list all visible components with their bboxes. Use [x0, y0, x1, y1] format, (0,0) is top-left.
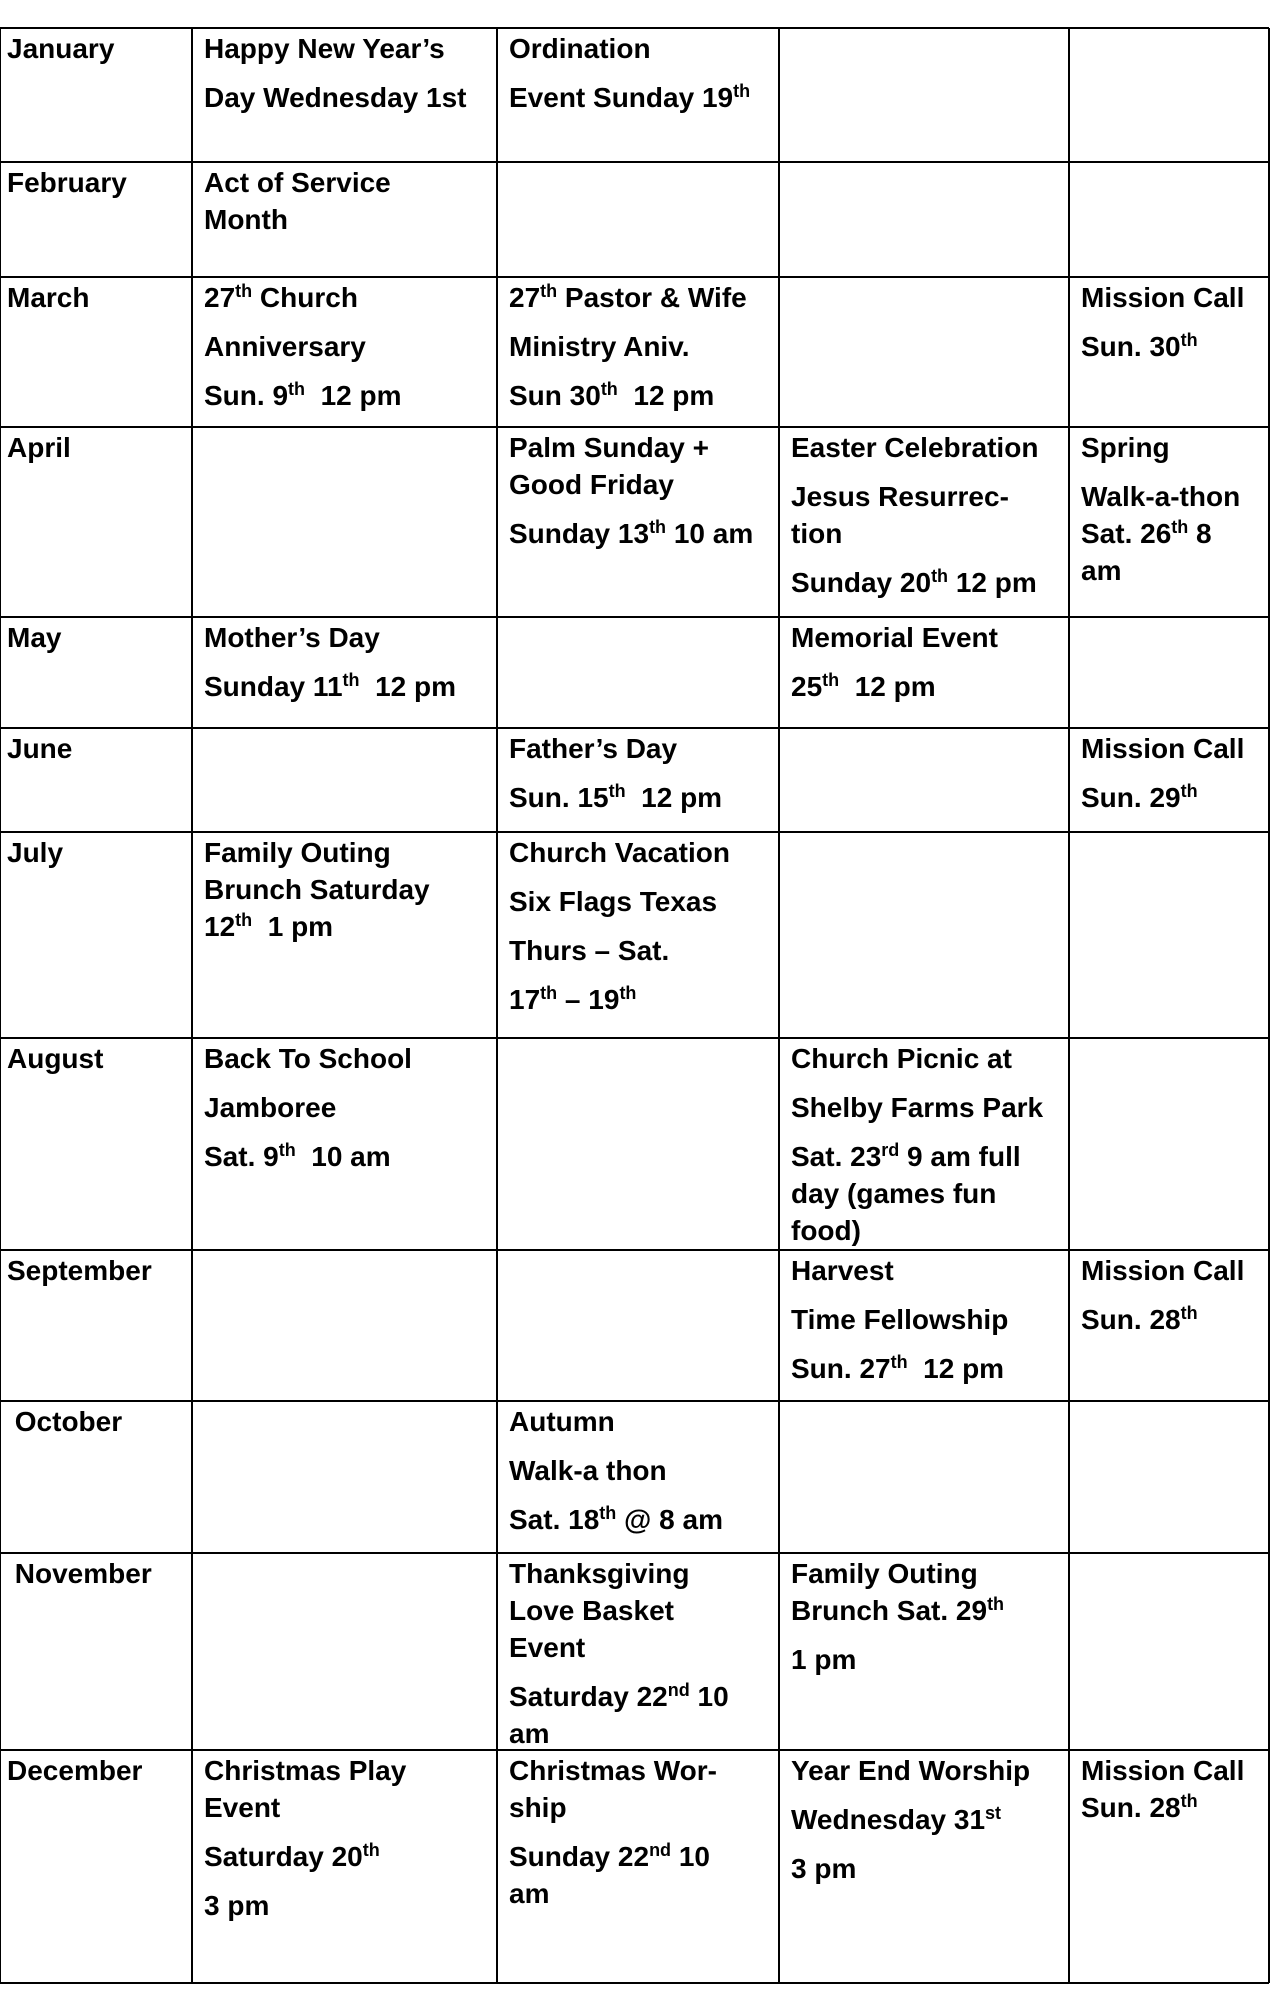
event-text: 3 pm — [204, 1890, 270, 1921]
event-cell — [204, 1553, 497, 1750]
event-line — [791, 1138, 1069, 1175]
event-cell — [204, 1250, 497, 1401]
event-text: Mother’s Day — [204, 622, 380, 653]
event-text: Event Sunday 19 — [509, 82, 734, 113]
event-line — [204, 377, 497, 414]
ordinal-suffix: th — [599, 1503, 617, 1523]
event-text: Brunch Sat. 29 — [791, 1595, 988, 1626]
event-cell — [791, 1750, 1069, 1983]
event-cell — [509, 1750, 779, 1983]
ordinal-suffix: th — [822, 670, 840, 690]
ordinal-suffix: th — [342, 670, 360, 690]
ordinal-suffix: th — [890, 1352, 908, 1372]
month-label: September — [7, 1255, 152, 1286]
event-text: Day Wednesday 1st — [204, 82, 467, 113]
event-text: Sun. 27 — [791, 1353, 891, 1384]
event-text: Mission Call — [1081, 1255, 1245, 1286]
event-text: 8 — [1188, 518, 1212, 549]
month-cell — [0, 277, 192, 427]
event-text: 12 pm — [948, 567, 1037, 598]
month-label: November — [7, 1558, 152, 1589]
event-text: tion — [791, 518, 843, 549]
event-text: 12 — [204, 911, 236, 942]
ordinal-suffix: th — [608, 781, 626, 801]
event-cell — [509, 162, 779, 277]
event-text: Sunday 13 — [509, 518, 650, 549]
event-text: Sun. 29 — [1081, 782, 1181, 813]
event-text: Thurs – Sat. — [509, 935, 670, 966]
event-text: 9 am full — [899, 1141, 1021, 1172]
event-line — [1081, 429, 1269, 466]
event-text: Sat. 26 — [1081, 518, 1172, 549]
event-cell — [791, 1401, 1069, 1553]
event-line — [1081, 515, 1269, 552]
event-text: Sun. 9 — [204, 380, 289, 411]
event-text: 17 — [509, 984, 541, 1015]
event-cell — [204, 1750, 497, 1983]
event-line — [509, 1592, 779, 1629]
event-text: – 19 — [557, 984, 620, 1015]
event-cell — [1081, 28, 1269, 162]
event-line — [791, 1089, 1069, 1126]
event-line — [791, 1801, 1069, 1838]
event-cell — [791, 28, 1069, 162]
event-text: Church — [252, 282, 358, 313]
event-line — [1081, 328, 1269, 365]
event-line — [509, 466, 779, 503]
event-text: Sat. 9 — [204, 1141, 279, 1172]
event-line — [791, 1212, 1069, 1249]
event-line — [204, 1040, 497, 1077]
event-cell — [791, 162, 1069, 277]
ordinal-suffix: th — [733, 81, 751, 101]
ordinal-suffix: th — [1180, 781, 1198, 801]
event-text: 10 — [689, 1681, 729, 1712]
event-line — [204, 1089, 497, 1126]
ordinal-suffix: th — [619, 983, 637, 1003]
month-label: February — [7, 167, 127, 198]
month-cell — [0, 728, 192, 832]
month-label: May — [7, 622, 62, 653]
month-cell — [0, 832, 192, 1038]
event-text: Sunday 22 — [509, 1841, 650, 1872]
ordinal-suffix: th — [931, 566, 949, 586]
ordinal-suffix: th — [362, 1840, 380, 1860]
month-cell — [0, 617, 192, 728]
event-cell — [509, 427, 779, 617]
event-text: Spring — [1081, 432, 1170, 463]
event-cell — [509, 1553, 779, 1750]
event-line — [509, 1629, 779, 1666]
event-cell — [1081, 617, 1269, 728]
event-text: am — [509, 1718, 550, 1749]
ordinal-suffix: th — [540, 983, 558, 1003]
event-text: Back To School — [204, 1043, 412, 1074]
event-cell — [1081, 1038, 1269, 1250]
event-line — [204, 1138, 497, 1175]
event-text: food) — [791, 1215, 861, 1246]
event-line — [509, 429, 779, 466]
event-text: Christmas Play — [204, 1755, 407, 1786]
event-line — [509, 1403, 779, 1440]
event-line — [509, 377, 779, 414]
event-text: @ 8 am — [616, 1504, 723, 1535]
event-cell — [204, 162, 497, 277]
event-text: Sun 30 — [509, 380, 601, 411]
event-cell — [204, 617, 497, 728]
ordinal-suffix: rd — [881, 1140, 900, 1160]
event-cell — [204, 832, 497, 1038]
event-line — [791, 1350, 1069, 1387]
ordinal-suffix: th — [1180, 330, 1198, 350]
event-text: 10 am — [666, 518, 754, 549]
event-text: Harvest — [791, 1255, 894, 1286]
event-cell — [791, 832, 1069, 1038]
event-line — [1081, 279, 1269, 316]
event-line — [791, 515, 1069, 552]
event-text: Six Flags Texas — [509, 886, 718, 917]
event-line — [509, 834, 779, 871]
event-cell — [791, 1250, 1069, 1401]
event-line — [509, 30, 779, 67]
month-label: April — [7, 432, 71, 463]
event-text: 10 am — [295, 1141, 391, 1172]
event-line — [204, 1752, 497, 1789]
event-text: Family Outing — [204, 837, 391, 868]
event-line — [509, 79, 779, 116]
event-line — [509, 1875, 779, 1912]
event-line — [204, 1887, 497, 1924]
ordinal-suffix: th — [600, 379, 618, 399]
event-text: ship — [509, 1792, 567, 1823]
event-text: 10 — [671, 1841, 710, 1872]
ordinal-suffix: th — [235, 281, 253, 301]
event-text: Love Basket — [509, 1595, 674, 1626]
event-text: Event — [204, 1792, 281, 1823]
event-cell — [1081, 1401, 1269, 1553]
event-text: am — [509, 1878, 550, 1909]
event-text: am — [1081, 555, 1122, 586]
month-label: August — [7, 1043, 104, 1074]
month-label: January — [7, 33, 115, 64]
event-text: 27 — [509, 282, 541, 313]
event-line — [1081, 779, 1269, 816]
event-text: 25 — [791, 671, 823, 702]
event-text: Ordination — [509, 33, 651, 64]
event-line — [791, 1040, 1069, 1077]
event-line — [204, 328, 497, 365]
event-text: Event — [509, 1632, 586, 1663]
event-line — [791, 1752, 1069, 1789]
event-line — [509, 1452, 779, 1489]
event-line — [1081, 552, 1269, 589]
event-line — [791, 1555, 1069, 1592]
event-text: Walk-a thon — [509, 1455, 667, 1486]
month-cell — [0, 427, 192, 617]
event-line — [791, 1175, 1069, 1212]
event-text: Walk-a-thon — [1081, 481, 1241, 512]
event-text: Year End Worship — [791, 1755, 1031, 1786]
event-line — [204, 871, 497, 908]
event-line — [509, 779, 779, 816]
event-text: Easter Celebration — [791, 432, 1039, 463]
event-text: Sat. 18 — [509, 1504, 600, 1535]
event-cell — [1081, 162, 1269, 277]
event-line — [791, 478, 1069, 515]
ordinal-suffix: th — [278, 1140, 296, 1160]
event-text: Sat. 23 — [791, 1141, 882, 1172]
event-line — [509, 279, 779, 316]
ordinal-suffix: th — [1171, 517, 1189, 537]
event-cell — [791, 1553, 1069, 1750]
event-text: Church Picnic at — [791, 1043, 1012, 1074]
event-text: 3 pm — [791, 1853, 857, 1884]
ordinal-suffix: th — [1180, 1303, 1198, 1323]
event-text: Happy New Year’s — [204, 33, 445, 64]
event-line — [509, 1715, 779, 1752]
event-line — [791, 668, 1069, 705]
event-cell — [1081, 728, 1269, 832]
event-line — [1081, 478, 1269, 515]
event-line — [1081, 1789, 1269, 1826]
month-label: December — [7, 1755, 143, 1786]
event-line — [204, 1789, 497, 1826]
event-cell — [1081, 427, 1269, 617]
event-text: 27 — [204, 282, 236, 313]
event-text: Church Vacation — [509, 837, 730, 868]
event-text: Act of Service — [204, 167, 391, 198]
event-text: 1 pm — [252, 911, 334, 942]
event-cell — [1081, 1553, 1269, 1750]
event-line — [791, 1252, 1069, 1289]
event-line — [509, 1789, 779, 1826]
event-text: Good Friday — [509, 469, 674, 500]
event-line — [509, 328, 779, 365]
event-text: 1 pm — [791, 1644, 857, 1675]
event-line — [204, 79, 497, 116]
event-line — [509, 1752, 779, 1789]
event-line — [509, 883, 779, 920]
event-line — [791, 1850, 1069, 1887]
event-text: Sunday 11 — [204, 671, 343, 702]
ordinal-suffix: th — [987, 1594, 1005, 1614]
event-text: Christmas Wor- — [509, 1755, 717, 1786]
ordinal-suffix: th — [288, 379, 306, 399]
event-cell — [791, 1038, 1069, 1250]
event-text: 12 pm — [839, 671, 936, 702]
event-cell — [509, 1038, 779, 1250]
event-text: Sun. 15 — [509, 782, 609, 813]
event-line — [1081, 730, 1269, 767]
event-cell — [509, 28, 779, 162]
event-line — [204, 668, 497, 705]
event-line — [791, 1641, 1069, 1678]
ordinal-suffix: nd — [649, 1840, 672, 1860]
event-cell — [1081, 1250, 1269, 1401]
ordinal-suffix: nd — [667, 1680, 690, 1700]
month-label: March — [7, 282, 90, 313]
event-text: Palm Sunday + — [509, 432, 709, 463]
event-cell — [1081, 832, 1269, 1038]
event-line — [509, 932, 779, 969]
event-line — [509, 1555, 779, 1592]
event-line — [509, 730, 779, 767]
event-cell — [204, 28, 497, 162]
event-text: Sun. 28 — [1081, 1792, 1181, 1823]
event-cell — [1081, 1750, 1269, 1983]
event-text: Father’s Day — [509, 733, 678, 764]
event-text: 12 pm — [625, 782, 723, 813]
event-cell — [509, 617, 779, 728]
event-cell — [204, 1401, 497, 1553]
event-line — [204, 908, 497, 945]
event-line — [509, 515, 779, 552]
event-text: day (games fun — [791, 1178, 997, 1209]
ordinal-suffix: th — [1180, 1791, 1198, 1811]
event-text: Jamboree — [204, 1092, 337, 1123]
month-label: June — [7, 733, 73, 764]
event-text: Anniversary — [204, 331, 366, 362]
event-line — [509, 1838, 779, 1875]
event-cell — [204, 277, 497, 427]
events-calendar-table — [0, 28, 1269, 1983]
event-text: Shelby Farms Park — [791, 1092, 1044, 1123]
event-cell — [204, 427, 497, 617]
event-cell — [509, 1401, 779, 1553]
event-text: 12 pm — [907, 1353, 1005, 1384]
event-cell — [509, 728, 779, 832]
event-text: Mission Call — [1081, 282, 1245, 313]
event-text: Saturday 20 — [204, 1841, 363, 1872]
event-cell — [791, 617, 1069, 728]
event-cell — [791, 728, 1069, 832]
event-text: Memorial Event — [791, 622, 998, 653]
event-line — [1081, 1301, 1269, 1338]
event-cell — [509, 277, 779, 427]
event-text: Family Outing — [791, 1558, 978, 1589]
month-cell — [0, 1038, 192, 1250]
event-text: Mission Call — [1081, 733, 1245, 764]
event-line — [204, 279, 497, 316]
event-line — [204, 30, 497, 67]
event-text: 12 pm — [305, 380, 402, 411]
event-cell — [204, 728, 497, 832]
event-cell — [204, 1038, 497, 1250]
event-text: 12 pm — [617, 380, 715, 411]
event-text: Time Fellowship — [791, 1304, 1009, 1335]
event-line — [791, 1301, 1069, 1338]
event-line — [509, 981, 779, 1018]
month-label: October — [7, 1406, 123, 1437]
event-text: Sun. 30 — [1081, 331, 1181, 362]
month-cell — [0, 1401, 192, 1553]
event-line — [509, 1501, 779, 1538]
ordinal-suffix: th — [649, 517, 667, 537]
event-text: Autumn — [509, 1406, 615, 1437]
event-line — [1081, 1752, 1269, 1789]
event-text: Mission Call — [1081, 1755, 1245, 1786]
event-cell — [1081, 277, 1269, 427]
event-line — [204, 201, 497, 238]
event-text: Pastor & Wife — [557, 282, 747, 313]
event-cell — [509, 1250, 779, 1401]
month-cell — [0, 28, 192, 162]
event-text: Sunday 20 — [791, 567, 932, 598]
event-text: Thanksgiving — [509, 1558, 690, 1589]
event-text: Jesus Resurrec- — [791, 481, 1009, 512]
event-line — [204, 619, 497, 656]
event-line — [1081, 1252, 1269, 1289]
event-line — [791, 1592, 1069, 1629]
event-text: Brunch Saturday — [204, 874, 430, 905]
event-text: Saturday 22 — [509, 1681, 668, 1712]
event-cell — [791, 427, 1069, 617]
month-cell — [0, 1553, 192, 1750]
event-text: Wednesday 31 — [791, 1804, 986, 1835]
month-cell — [0, 162, 192, 277]
event-line — [204, 1838, 497, 1875]
month-cell — [0, 1750, 192, 1983]
ordinal-suffix: th — [540, 281, 558, 301]
event-cell — [509, 832, 779, 1038]
month-label: July — [7, 837, 64, 868]
event-line — [204, 834, 497, 871]
event-text: Sun. 28 — [1081, 1304, 1181, 1335]
event-text: 12 pm — [359, 671, 456, 702]
event-cell — [791, 277, 1069, 427]
event-text: Ministry Aniv. — [509, 331, 690, 362]
ordinal-suffix: th — [235, 910, 253, 930]
ordinal-suffix: st — [985, 1803, 1002, 1823]
event-line — [509, 1678, 779, 1715]
event-line — [791, 619, 1069, 656]
event-line — [204, 164, 497, 201]
event-line — [791, 429, 1069, 466]
event-text: Month — [204, 204, 288, 235]
month-cell — [0, 1250, 192, 1401]
event-line — [791, 564, 1069, 601]
